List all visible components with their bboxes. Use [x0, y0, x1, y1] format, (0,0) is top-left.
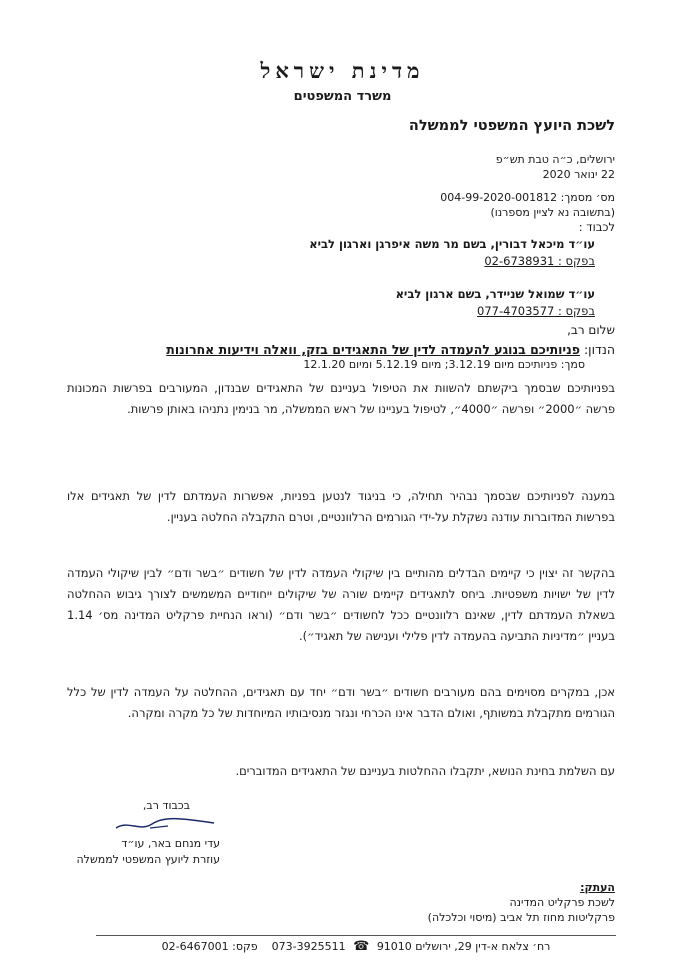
state-title: מדינת ישראל [260, 58, 425, 83]
subject-text: פניותיכם בנוגע להעמדה לדין של התאגידים בזק, וואלה וידיעות אחרונות [166, 342, 580, 357]
copy-block [428, 880, 615, 925]
signer-name: עדי מנחם באר, עו״ד [121, 837, 220, 850]
recipient-2-name: עו״ד שמואל שניידר, בשם ארגון לביא [395, 287, 595, 301]
date-block [496, 152, 615, 182]
telephone-icon: ☎ [353, 939, 370, 954]
footer-fax: פקס: 02-6467001 [161, 940, 258, 953]
recipient-1-fax: בפקס : 02-6738931 [484, 254, 595, 268]
document-number: מס׳ מסמך: 004-99-2020-001812 [440, 191, 615, 204]
recipient-1-name: עו״ד מיכאל דבורין, בשם מר משה איפרגן וארגון לביא [309, 237, 595, 251]
reference-note: (בתשובה נא לציין מספרנו) [490, 206, 615, 219]
subject-label: הנדון: [583, 342, 615, 357]
handwritten-signature [110, 814, 220, 836]
recipients-block [70, 219, 615, 320]
subject-reference: סמך: פניותיכם מיום 3.12.19; מיום 5.12.19 ומיום 12.1.20 [303, 358, 585, 371]
office-title: לשכת היועץ המשפטי לממשלה [408, 118, 615, 134]
signer-title: עוזרת ליועץ המשפטי לממשלה [76, 853, 220, 866]
recipients-label: לכבוד : [578, 220, 615, 234]
closing: בכבוד רב, [142, 799, 190, 812]
paragraph-3: בהקשר זה יצוין כי קיימים הבדלים מהותיים בין שיקולי העמדה לדין של חשודים ״בשר ודם״ לבין שיקולי העמדה לדין של ישויות משפטיות. ביחס לתאגידים קיימים שורה של שיקולים ייחודיים המשמשים לצורך גיבוש ההחלטה בשאלת העמדתם לדין, שאינם רלוונטיים ככל לחשודים ״בשר ודם״ (וראו הנחיית פרקליט המדינה מס׳ 1.14 בעניין ״מדיניות התביעה בהעמדה לדין פלילי וענישה של תאגיד״). [67, 566, 615, 643]
footer-divider [96, 935, 616, 936]
greeting: שלום רב, [567, 323, 615, 337]
gregorian-date: 22 ינואר 2020 [542, 168, 615, 181]
footer-phone: 073-3925511 [271, 940, 346, 953]
footer [96, 939, 616, 954]
paragraph-2: במענה לפניותיכם שבסמך נבהיר תחילה, כי בניגוד לנטען בפניות, אפשרות העמדתם לדין של תאגידים אלו בפרשות המדוברות עודנה נשקלת על-ידי הגורמים הרלוונטיים, וטרם התקבלה החלטה בעניין. [67, 489, 615, 524]
copy-title: העתק: [580, 881, 615, 894]
reference-block [440, 190, 615, 220]
paragraph-5: עם השלמת בחינת הנושא, יתקבלו ההחלטות בעניינם של התאגידים המדוברים. [235, 764, 615, 778]
subject-block [70, 342, 615, 371]
ministry-title: משרד המשפטים [293, 89, 392, 104]
signature-block [50, 798, 220, 868]
copy-recipient-1: לשכת פרקליט המדינה [509, 896, 615, 909]
paragraph-1: בפניותיכם שבסמך ביקשתם להשוות את הטיפול בעניינם של התאגידים שבנדון, המעורבים בפרשות המכונות פרשה ״2000״ ופרשה ״4000״, לטיפול בעניינו של ראש הממשלה, מר בנימין נתניהו באותן פרשות. [67, 381, 615, 416]
copy-recipient-2: פרקליטות מחוז תל אביב (מיסוי וכלכלה) [427, 911, 615, 924]
footer-address: רח׳ צלאח א-דין 29, ירושלים 91010 [376, 940, 551, 953]
paragraph-4: אכן, במקרים מסוימים בהם מעורבים חשודים ״בשר ודם״ יחד עם תאגידים, ההחלטה על העמדה לדין של כלל הגורמים מתקבלת במשותף, ואולם הדבר אינו הכרחי ונגזר מנסיבותיו המיוחדות של כל מקרה ומקרה. [67, 685, 615, 720]
recipient-2-fax: בפקס : 077-4703577 [477, 304, 595, 318]
hebrew-date: ירושלים, כ״ה טבת תש״פ [495, 153, 615, 166]
